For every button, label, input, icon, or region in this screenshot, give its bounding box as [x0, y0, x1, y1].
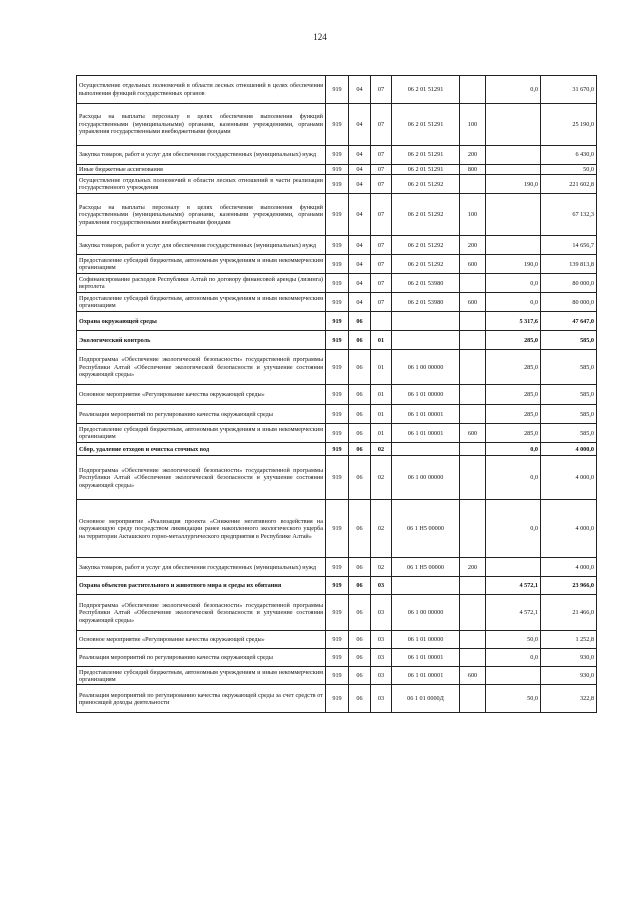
cell-amount-2: 221 602,8 — [541, 175, 597, 194]
cell-section: 06 — [349, 456, 371, 500]
cell-ministry-code: 919 — [326, 443, 349, 456]
cell-section: 06 — [349, 405, 371, 424]
cell-section: 04 — [349, 236, 371, 255]
cell-section: 04 — [349, 165, 371, 175]
cell-expense-type — [460, 577, 486, 595]
cell-target-article: 06 1 Н5 00000 — [392, 500, 460, 558]
cell-amount-1: 190,0 — [486, 175, 541, 194]
cell-target-article — [392, 331, 460, 350]
table-row — [77, 312, 597, 331]
cell-expense-type — [460, 595, 486, 631]
cell-ministry-code: 919 — [326, 146, 349, 165]
cell-section: 06 — [349, 385, 371, 405]
cell-section: 04 — [349, 146, 371, 165]
cell-subsection: 07 — [371, 236, 392, 255]
page-number: 124 — [313, 32, 327, 42]
cell-expense-type: 800 — [460, 165, 486, 175]
cell-name: Предоставление субсидий бюджетным, автономным учреждениям и иным некоммерческим организациям — [77, 424, 326, 443]
cell-name: Основное мероприятие «Реализация проекта «Снижение негативного воздействия на окружающую среду посредством ликвидации ранее накопленного экологического ущерба на территории Акташского горно-металлургического предприятия в Республике Алтай» — [77, 500, 326, 558]
cell-subsection: 03 — [371, 649, 392, 667]
cell-target-article: 06 2 01 51292 — [392, 255, 460, 274]
cell-target-article — [392, 577, 460, 595]
cell-amount-1: 285,0 — [486, 424, 541, 443]
cell-amount-1: 285,0 — [486, 350, 541, 385]
table-row — [77, 577, 597, 595]
cell-subsection: 07 — [371, 104, 392, 146]
cell-subsection: 07 — [371, 175, 392, 194]
cell-subsection: 07 — [371, 165, 392, 175]
cell-ministry-code: 919 — [326, 685, 349, 713]
cell-name: Реализация мероприятий по регулированию качества окружающей среды — [77, 649, 326, 667]
cell-section: 04 — [349, 274, 371, 293]
cell-amount-2: 585,0 — [541, 424, 597, 443]
cell-subsection — [371, 312, 392, 331]
cell-amount-2: 47 647,0 — [541, 312, 597, 331]
cell-amount-1: 4 572,1 — [486, 577, 541, 595]
cell-name: Подпрограмма «Обеспечение экологической безопасности» государственной программы Республики Алтай «Обеспечение экологической безопасности и улучшение состояния окружающей среды» — [77, 350, 326, 385]
cell-section: 06 — [349, 685, 371, 713]
cell-name: Закупка товаров, работ и услуг для обеспечения государственных (муниципальных) нужд — [77, 236, 326, 255]
table-row — [77, 146, 597, 165]
cell-section: 04 — [349, 76, 371, 104]
cell-amount-1: 50,0 — [486, 685, 541, 713]
cell-amount-2: 6 430,0 — [541, 146, 597, 165]
cell-subsection: 02 — [371, 558, 392, 577]
cell-name: Осуществление отдельных полномочий в области лесных отношений в целях обеспечения выполнения функций государственных органов — [77, 76, 326, 104]
cell-name: Закупка товаров, работ и услуг для обеспечения государственных (муниципальных) нужд — [77, 558, 326, 577]
cell-ministry-code: 919 — [326, 649, 349, 667]
cell-subsection: 07 — [371, 76, 392, 104]
cell-amount-1: 285,0 — [486, 405, 541, 424]
cell-name: Софинансирование расходов Республики Алтай по договору финансовой аренды (лизинга) вертолета — [77, 274, 326, 293]
cell-amount-2: 585,0 — [541, 385, 597, 405]
cell-section: 04 — [349, 194, 371, 236]
table-row — [77, 424, 597, 443]
cell-name: Иные бюджетные ассигнования — [77, 165, 326, 175]
cell-ministry-code: 919 — [326, 255, 349, 274]
table-row — [77, 443, 597, 456]
cell-section: 06 — [349, 631, 371, 649]
cell-amount-2: 139 813,8 — [541, 255, 597, 274]
cell-subsection: 01 — [371, 405, 392, 424]
cell-name: Охрана объектов растительного и животного мира и среды их обитания — [77, 577, 326, 595]
table-row — [77, 175, 597, 194]
cell-target-article: 06 2 01 53980 — [392, 274, 460, 293]
cell-amount-2: 80 000,0 — [541, 293, 597, 312]
cell-amount-2: 585,0 — [541, 331, 597, 350]
cell-expense-type — [460, 685, 486, 713]
cell-target-article: 06 2 01 51291 — [392, 104, 460, 146]
cell-target-article: 06 1 00 00000 — [392, 456, 460, 500]
cell-expense-type: 600 — [460, 293, 486, 312]
cell-expense-type: 100 — [460, 194, 486, 236]
cell-amount-1: 0,0 — [486, 443, 541, 456]
table-row — [77, 385, 597, 405]
cell-amount-2: 80 000,0 — [541, 274, 597, 293]
cell-name: Осуществление отдельных полномочий в области лесных отношений в части реализации государственного учреждения — [77, 175, 326, 194]
cell-target-article: 06 2 01 51292 — [392, 236, 460, 255]
cell-expense-type — [460, 443, 486, 456]
budget-table — [76, 75, 597, 713]
table-row — [77, 194, 597, 236]
cell-name: Экологический контроль — [77, 331, 326, 350]
cell-subsection: 07 — [371, 255, 392, 274]
cell-expense-type: 600 — [460, 255, 486, 274]
table-row — [77, 76, 597, 104]
cell-name: Подпрограмма «Обеспечение экологической безопасности» государственной программы Республики Алтай «Обеспечение экологической безопасности и улучшение состояния окружающей среды» — [77, 456, 326, 500]
table-row — [77, 649, 597, 667]
cell-expense-type — [460, 405, 486, 424]
cell-subsection: 02 — [371, 456, 392, 500]
cell-expense-type — [460, 350, 486, 385]
cell-amount-1: 0,0 — [486, 500, 541, 558]
cell-expense-type: 100 — [460, 104, 486, 146]
cell-amount-2: 25 190,0 — [541, 104, 597, 146]
cell-ministry-code: 919 — [326, 424, 349, 443]
cell-ministry-code: 919 — [326, 331, 349, 350]
cell-target-article: 06 1 01 00001 — [392, 667, 460, 685]
cell-amount-1: 0,0 — [486, 456, 541, 500]
table-row — [77, 456, 597, 500]
cell-ministry-code: 919 — [326, 165, 349, 175]
table-row — [77, 595, 597, 631]
cell-amount-2: 23 966,0 — [541, 577, 597, 595]
cell-subsection: 01 — [371, 331, 392, 350]
cell-amount-1 — [486, 236, 541, 255]
cell-ministry-code: 919 — [326, 104, 349, 146]
cell-ministry-code: 919 — [326, 456, 349, 500]
cell-ministry-code: 919 — [326, 577, 349, 595]
cell-name: Основное мероприятие «Регулирование качества окружающей среды» — [77, 631, 326, 649]
cell-ministry-code: 919 — [326, 595, 349, 631]
cell-target-article: 06 1 01 00000 — [392, 631, 460, 649]
cell-section: 04 — [349, 175, 371, 194]
cell-subsection: 07 — [371, 274, 392, 293]
cell-subsection: 03 — [371, 595, 392, 631]
cell-amount-1: 50,0 — [486, 631, 541, 649]
cell-amount-1 — [486, 194, 541, 236]
cell-ministry-code: 919 — [326, 274, 349, 293]
cell-amount-2: 4 000,0 — [541, 443, 597, 456]
cell-amount-1: 0,0 — [486, 274, 541, 293]
cell-amount-2: 14 656,7 — [541, 236, 597, 255]
cell-section: 04 — [349, 293, 371, 312]
table-row — [77, 104, 597, 146]
cell-subsection: 03 — [371, 667, 392, 685]
cell-expense-type: 200 — [460, 146, 486, 165]
cell-name: Расходы на выплаты персоналу в целях обеспечения выполнения функций государственными (муниципальными) органами, казенными учреждениями, органами управления государственными внебюджетными фондами — [77, 194, 326, 236]
table-row — [77, 293, 597, 312]
cell-target-article: 06 2 01 51292 — [392, 194, 460, 236]
cell-ministry-code: 919 — [326, 405, 349, 424]
cell-amount-1: 0,0 — [486, 649, 541, 667]
cell-amount-2: 930,0 — [541, 649, 597, 667]
table-row — [77, 165, 597, 175]
cell-ministry-code: 919 — [326, 667, 349, 685]
cell-target-article: 06 1 00 00000 — [392, 595, 460, 631]
cell-amount-1: 5 317,6 — [486, 312, 541, 331]
cell-subsection: 02 — [371, 500, 392, 558]
cell-amount-1: 4 572,1 — [486, 595, 541, 631]
cell-target-article: 06 1 00 00000 — [392, 350, 460, 385]
cell-ministry-code: 919 — [326, 175, 349, 194]
cell-expense-type — [460, 385, 486, 405]
cell-amount-2: 930,0 — [541, 667, 597, 685]
cell-ministry-code: 919 — [326, 558, 349, 577]
cell-amount-1: 285,0 — [486, 331, 541, 350]
cell-section: 06 — [349, 500, 371, 558]
cell-name: Расходы на выплаты персоналу в целях обеспечения выполнения функций государственными (муниципальными) органами, казенными учреждениями, органами управления государственными внебюджетными фондами — [77, 104, 326, 146]
cell-target-article: 06 2 01 51291 — [392, 76, 460, 104]
table-row — [77, 331, 597, 350]
cell-subsection: 02 — [371, 443, 392, 456]
cell-ministry-code: 919 — [326, 385, 349, 405]
cell-section: 06 — [349, 595, 371, 631]
cell-target-article: 06 1 01 00001 — [392, 649, 460, 667]
cell-amount-1 — [486, 146, 541, 165]
cell-amount-2: 4 000,0 — [541, 500, 597, 558]
cell-target-article — [392, 443, 460, 456]
cell-amount-2: 585,0 — [541, 350, 597, 385]
cell-section: 06 — [349, 667, 371, 685]
cell-amount-1: 285,0 — [486, 385, 541, 405]
cell-expense-type — [460, 76, 486, 104]
cell-amount-1 — [486, 667, 541, 685]
cell-amount-1: 190,0 — [486, 255, 541, 274]
cell-expense-type — [460, 331, 486, 350]
cell-target-article: 06 1 01 00001 — [392, 424, 460, 443]
cell-ministry-code: 919 — [326, 293, 349, 312]
cell-name: Основное мероприятие «Регулирование качества окружающей среды» — [77, 385, 326, 405]
cell-target-article — [392, 312, 460, 331]
cell-section: 06 — [349, 424, 371, 443]
cell-name: Предоставление субсидий бюджетным, автономным учреждениям и иным некоммерческим организациям — [77, 667, 326, 685]
cell-name: Предоставление субсидий бюджетным, автономным учреждениям и иным некоммерческим организациям — [77, 293, 326, 312]
cell-target-article: 06 1 01 00000 — [392, 385, 460, 405]
table-row — [77, 236, 597, 255]
cell-section: 06 — [349, 558, 371, 577]
cell-amount-2: 322,8 — [541, 685, 597, 713]
cell-expense-type — [460, 500, 486, 558]
cell-section: 06 — [349, 443, 371, 456]
cell-section: 06 — [349, 577, 371, 595]
cell-subsection: 01 — [371, 350, 392, 385]
cell-section: 06 — [349, 331, 371, 350]
cell-amount-2: 4 000,0 — [541, 558, 597, 577]
cell-name: Охрана окружающей среды — [77, 312, 326, 331]
cell-expense-type — [460, 312, 486, 331]
cell-expense-type: 200 — [460, 236, 486, 255]
cell-target-article: 06 1 01 0000Д — [392, 685, 460, 713]
cell-amount-2: 50,0 — [541, 165, 597, 175]
cell-amount-2: 1 252,8 — [541, 631, 597, 649]
cell-amount-1 — [486, 165, 541, 175]
cell-section: 06 — [349, 312, 371, 331]
cell-expense-type — [460, 274, 486, 293]
cell-ministry-code: 919 — [326, 76, 349, 104]
cell-amount-2: 4 000,0 — [541, 456, 597, 500]
cell-subsection: 03 — [371, 631, 392, 649]
cell-target-article: 06 1 Н5 00000 — [392, 558, 460, 577]
cell-subsection: 03 — [371, 685, 392, 713]
cell-amount-2: 21 466,0 — [541, 595, 597, 631]
cell-section: 04 — [349, 255, 371, 274]
cell-subsection: 01 — [371, 424, 392, 443]
cell-subsection: 03 — [371, 577, 392, 595]
table-row — [77, 500, 597, 558]
cell-ministry-code: 919 — [326, 194, 349, 236]
cell-name: Реализация мероприятий по регулированию качества окружающей среды за счет средств от приносящей доходы деятельности — [77, 685, 326, 713]
cell-ministry-code: 919 — [326, 236, 349, 255]
cell-expense-type — [460, 456, 486, 500]
cell-name: Закупка товаров, работ и услуг для обеспечения государственных (муниципальных) нужд — [77, 146, 326, 165]
cell-name: Реализация мероприятий по регулированию качества окружающей среды — [77, 405, 326, 424]
cell-expense-type — [460, 649, 486, 667]
table-row — [77, 405, 597, 424]
cell-amount-2: 31 670,0 — [541, 76, 597, 104]
cell-name: Предоставление субсидий бюджетным, автономным учреждениям и иным некоммерческим организациям — [77, 255, 326, 274]
cell-target-article: 06 2 01 51291 — [392, 165, 460, 175]
cell-ministry-code: 919 — [326, 312, 349, 331]
cell-ministry-code: 919 — [326, 631, 349, 649]
cell-ministry-code: 919 — [326, 350, 349, 385]
cell-expense-type — [460, 175, 486, 194]
cell-amount-1 — [486, 558, 541, 577]
cell-amount-2: 67 132,3 — [541, 194, 597, 236]
cell-target-article: 06 1 01 00001 — [392, 405, 460, 424]
cell-subsection: 07 — [371, 194, 392, 236]
cell-expense-type: 600 — [460, 424, 486, 443]
table-row — [77, 558, 597, 577]
table-row — [77, 631, 597, 649]
cell-name: Подпрограмма «Обеспечение экологической безопасности» государственной программы Республики Алтай «Обеспечение экологической безопасности и улучшение состояния окружающей среды» — [77, 595, 326, 631]
table-row — [77, 274, 597, 293]
cell-amount-2: 585,0 — [541, 405, 597, 424]
table-row — [77, 350, 597, 385]
cell-ministry-code: 919 — [326, 500, 349, 558]
cell-target-article: 06 2 01 53980 — [392, 293, 460, 312]
cell-section: 04 — [349, 104, 371, 146]
cell-amount-1 — [486, 104, 541, 146]
cell-subsection: 07 — [371, 293, 392, 312]
cell-amount-1: 0,0 — [486, 76, 541, 104]
cell-name: Сбор, удаление отходов и очистка сточных вод — [77, 443, 326, 456]
table-row — [77, 685, 597, 713]
cell-amount-1: 0,0 — [486, 293, 541, 312]
cell-subsection: 07 — [371, 146, 392, 165]
cell-expense-type: 600 — [460, 667, 486, 685]
table-row — [77, 255, 597, 274]
cell-target-article: 06 2 01 51292 — [392, 175, 460, 194]
cell-target-article: 06 2 01 51291 — [392, 146, 460, 165]
cell-expense-type — [460, 631, 486, 649]
cell-section: 06 — [349, 350, 371, 385]
cell-subsection: 01 — [371, 385, 392, 405]
table-row — [77, 667, 597, 685]
cell-expense-type: 200 — [460, 558, 486, 577]
cell-section: 06 — [349, 649, 371, 667]
